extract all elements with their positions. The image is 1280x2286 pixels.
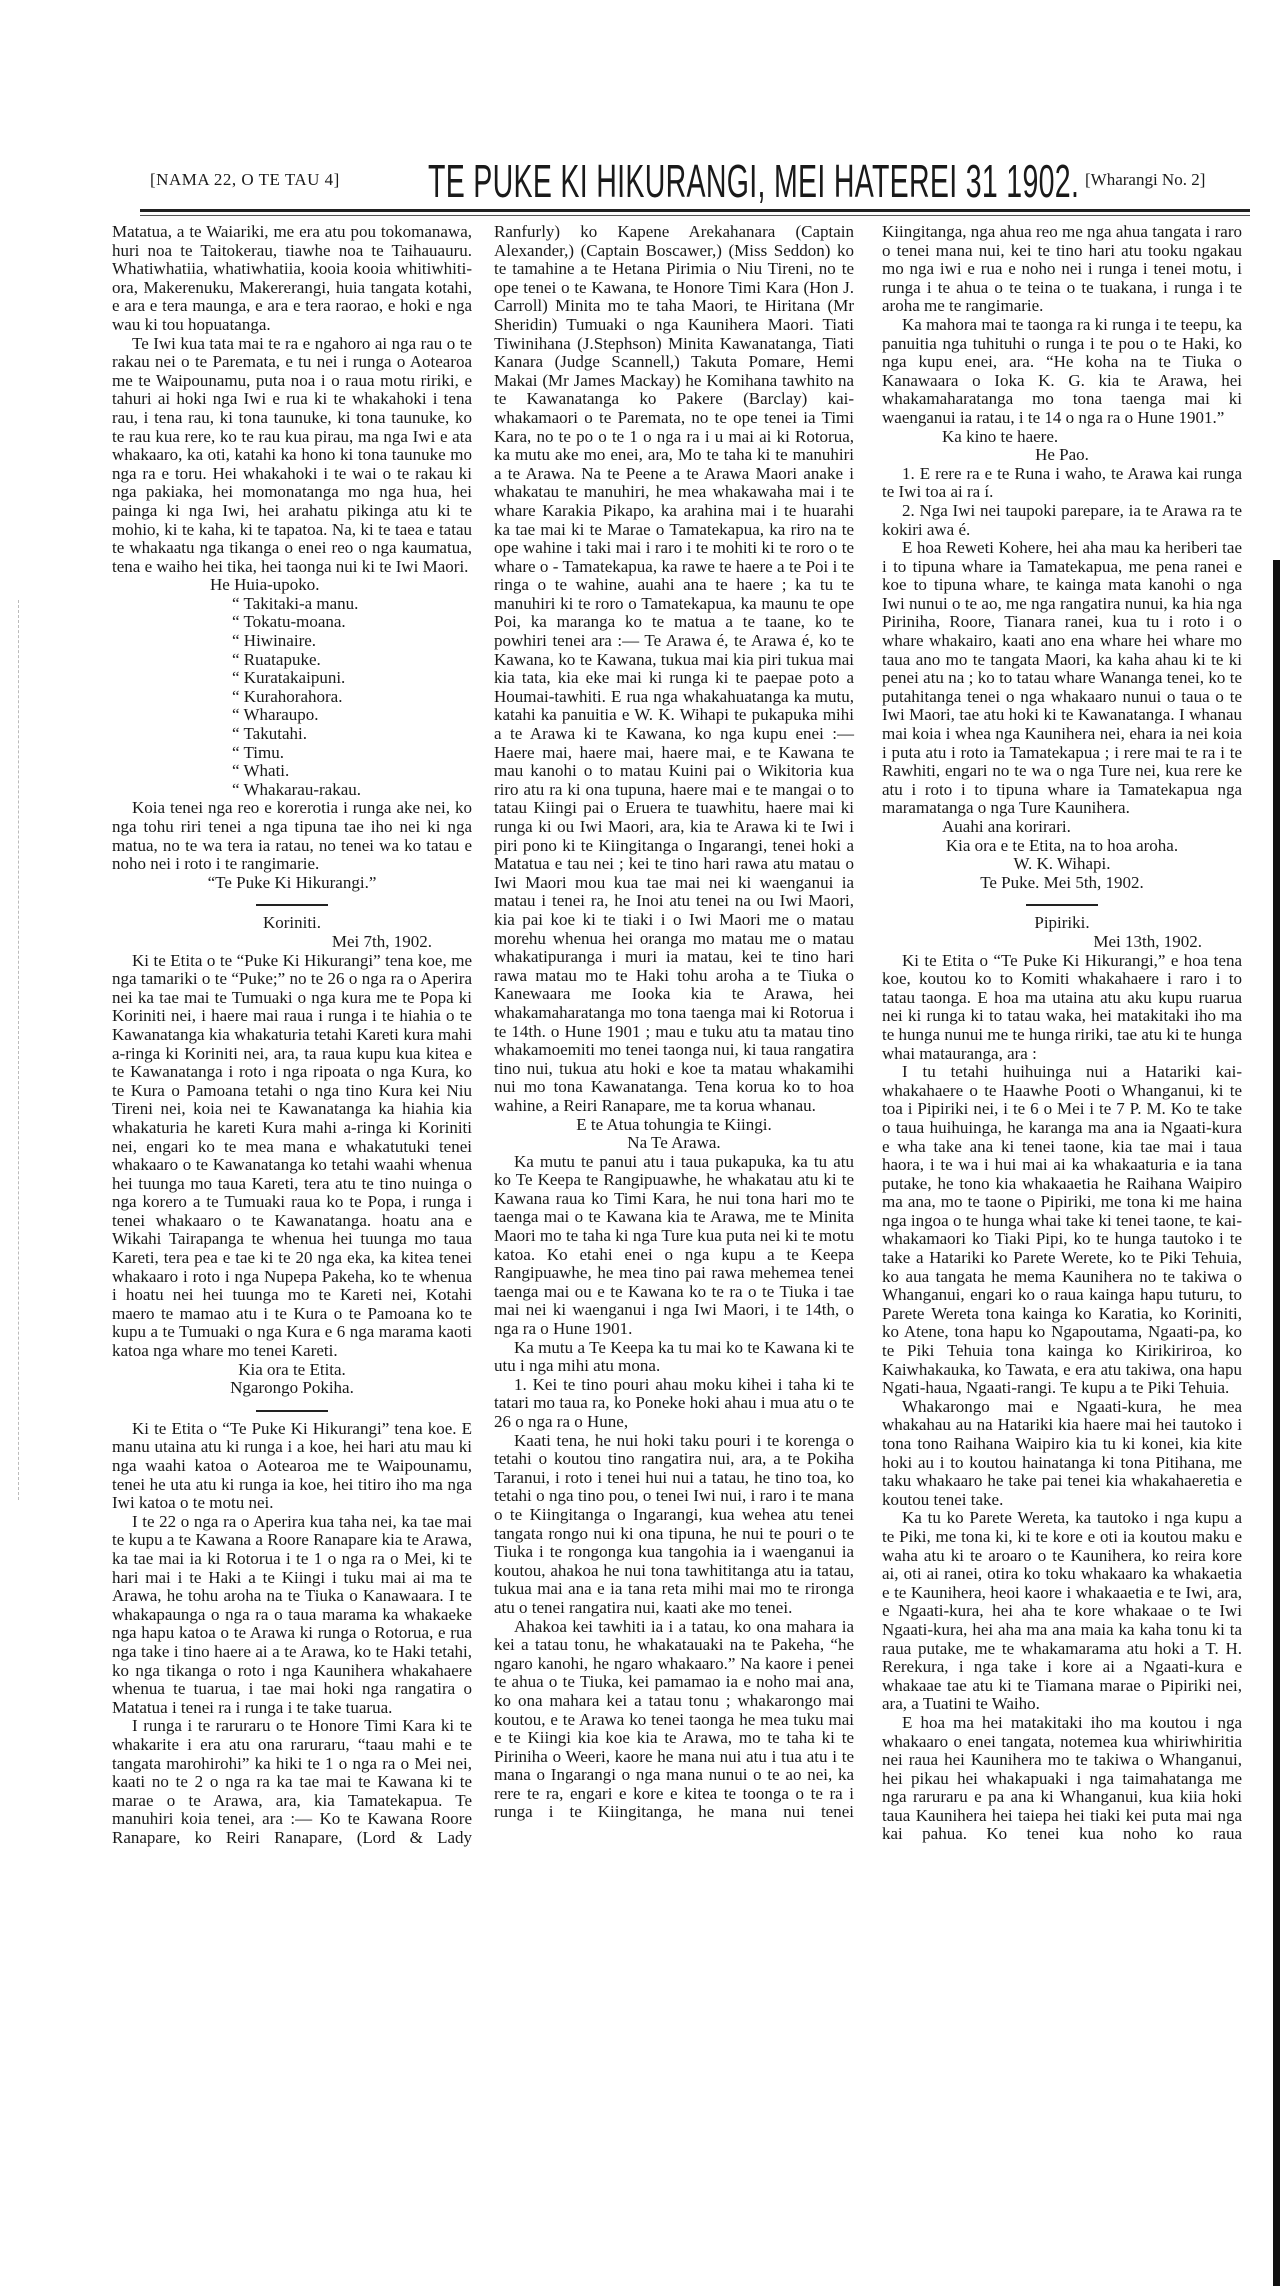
centered-heading: Koriniti. — [262, 913, 322, 933]
article-paragraph: Kaati tena, he nui hoki taku pouri i te korenga o tetahi o koutou tino rangatira nui, ara, a te Pokiha Taranui, i roto i tenei hui nui a tatau, he tino toa, ko tetahi o nga tino pou, o tenei Iwi nui, i raro i te mana o te Kiingitanga o Ingarangi, kua wehea atu tenei tangata rongo nui ki ona tipuna, he nui te pouri o te Tiuka i te rongonga kua tangohia ia i waenganui ia koutou, ahakoa he nui tona tawhititanga atu ia tatau, tukua mai ana e ia tana reta mihi mai mo te rironga atu o tenei rangatira nui, kaati ake mo tenei. — [494, 1430, 854, 1617]
article-paragraph: Ka mahora mai te taonga ra ki runga i te teepu, ka panuitia nga tuhituhi o runga i te pou o te Haki, ko nga kupu enei, ara. “He koha na te Tiuka o Kanawaara o Ioka K. G. kia te Arawa, hei whakamaharatanga mo tona taenga mai ki waenganui ia ratau, i te 14 o nga ra o Hune 1901.” — [882, 314, 1242, 427]
article-paragraph: E hoa ma hei matakitaki iho ma koutou i nga whakaaro o enei tangata, notemea kua whiriwhiritia nei raua hei Kaunihera mo te takiwa o Whanganui, hei pikau hei whakapuaki i nga taimahatanga me nga raruraru e pa ana ki Whanganui, kua kiia hoki taua Kaunihera hei taiepa hei tiaki kei puta mai nga kai pahua. Ko tenei kua noho ko raua — [882, 1712, 1242, 1844]
article-paragraph: Ka mutu a Te Keepa ka tu mai ko te Kawana ki te utu i nga mihi atu mona. — [494, 1337, 854, 1376]
section-divider — [1026, 904, 1098, 906]
list-item: “ Kurahorahora. — [232, 686, 343, 706]
article-paragraph: Ki te Etita o “Te Puke Ki Hikurangi” tena koe. E manu utaina atu ki runga i a koe, hei hari atu mau ki nga waahi katoa o Aotearoa me te Waipounamu, tenei he uta atu ki runga ia koe, hei titiro iho ma nga Iwi katoa o te motu nei. — [112, 1418, 472, 1513]
article-paragraph: Ka tu ko Parete Wereta, ka tautoko i nga kupu a te Piki, me tona ki, ki te kore e oti ia koutou maku e waha atu ki te aroaro o te Kaunihera, ko reira kore ai, oti ai ranei, otira ko toku whakaaro ka whakaetia e te Kaunihera, heoi kaore i whakaaetia e te Iwi, ara, e Ngaati-kura, hei aha te kore whakaae o te Iwi Ngaati-kura, hei aha ma ana maia ka kaha tonu ki ta raua putake, me te whakamarama atu hoki a T. H. Rerekura, i nga take i kore ai a Ngaati-kura e whakaae tae atu ki te Tiamana marae o Pipiriki nei, ara, a Tuatini te Waiho. — [882, 1508, 1242, 1714]
article-paragraph: Kiingitanga, nga ahua reo me nga ahua tangata i raro o tenei mana nui, kei te tino hari atu tooku ngakau mo nga iwi e rua e noho nei i runga i tenei motu, i runga i te ahua o te teina o te tuakana, i runga i te aroha me te rangimarie. — [882, 222, 1242, 316]
masthead-rule — [140, 209, 1250, 212]
article-paragraph: Koia tenei nga reo e korerotia i runga ake nei, ko nga tohu riri tenei a nga tipuna tae iho nei ki nga matua, no te wa tera ia ratau, no tenei wa ko tatau e noho nei i roto i te rangimarie. — [112, 798, 472, 874]
list-item: “ Timu. — [232, 742, 284, 762]
centered-heading: Kia ora e te Etita, na to hoa aroha. — [945, 835, 1179, 855]
article-paragraph: Ki te Etita o te “Puke Ki Hikurangi” tena koe, me nga tamariki o te “Puke;” no te 26 o nga ra o Aperira nei ka tae mai te Tumuaki o nga kura me te Popa ki Koriniti nei, i haere mai raua i runga i te hiahia o te Kawanatanga kia whakaturia tetahi Kareti kura mahi a-ringa ki Koriniti nei, ara, ta raua kupu kua kitea e te Kawanatanga i roto i nga ripoata o nga Kura, ko te Kura o Pamoana tetahi o nga tino Kura kei Niu Tireni nei, koia nei te Kawanatanga ka hiahia kia whakaturia he kareti Kura mahi a-ringa ki Koriniti nei, engari ko te mea mana e whakatutuki tenei whakaaro o te Kawanatanga ko tetahi waahi whenua hei tuunga mo taua Kareti, tera atu te tino nuinga o nga korero a te Tumuaki raua ko te Popa, i runga i tenei whakaaro o te Kawanatanga. hoatu ana e Wikahi Tairapanga te whenua hei tuunga mo taua Kareti, tera pea e tae ki te 20 nga eka, ka kitea tenei whakaaro i roto i nga Nupepa Pakeha, ko te whenua i hoatu nei hei tuunga mo te Kareti nei, Kotahi maero te mamao atu i te Kura o te Pamoana ko te kupu a te Tumuaki o nga Kura e 6 nga marama kaoti katoa nga whare mo tenei Kareti. — [112, 950, 472, 1361]
article-paragraph: Whakarongo mai e Ngaati-kura, he mea whakahau au na Hatariki kia haere mai hei tautoko i tona tono Raihana Waipiro kia tu ki konei, kia kite hoki au i to koutou hainatanga ki tona Pitihana, me taku whakaaro he take pai tenei kia whakahaeretia e koutou tenei take. — [882, 1396, 1242, 1509]
article-paragraph: 2. Nga Iwi nei taupoki parepare, ia te Arawa ra te kokiri awa é. — [882, 500, 1242, 539]
list-item: “ Ruatapuke. — [232, 649, 321, 669]
page-number: [Wharangi No. 2] — [1085, 170, 1206, 189]
binding-margin — [18, 600, 20, 1500]
newspaper-title: TE PUKE KI HIKURANGI, MEI HATEREI 31 1902. — [428, 155, 1080, 207]
list-item: “ Whakarau-rakau. — [232, 779, 361, 799]
article-paragraph: 1. Kei te tino pouri ahau moku kihei i taha ki te tatari mo taua ra, ko Poneke hoki ahau i mua atu o te 26 o nga ra o Hune, — [494, 1374, 854, 1431]
article-paragraph: I runga i te raruraru o te Honore Timi Kara ki te whakarite i era atu ona raruraru, “taau mahi e te tangata marohirohi” ka hiki te 1 o nga ra o Mei nei, kaati no te 2 o nga ra ka tae mai te Kawana ki te marae o te Arawa, ara, kia Tamatekapua. Te manuhiri koia tenei, ara :— Ko te Kawana Roore Ranapare, ko Reiri Ranapare, (Lord & Lady — [112, 1716, 472, 1847]
dateline: Mei 7th, 1902. — [331, 931, 432, 951]
centered-heading: Te Puke. Mei 5th, 1902. — [980, 872, 1144, 892]
column-3 — [882, 223, 1242, 1844]
centered-heading: Kia ora te Etita. — [238, 1359, 346, 1379]
issue-number: [NAMA 22, O TE TAU 4] — [150, 170, 340, 189]
centered-heading: Pipiriki. — [1034, 913, 1090, 933]
column-2 — [494, 223, 854, 1822]
list-item: “ Hiwinaire. — [232, 631, 317, 651]
article-paragraph: Ki te Etita o “Te Puke Ki Hikurangi,” e hoa tena koe, koutou ko to Komiti whakahaere i raro i to tatau taonga. E hoa ma utaina atu aku kupu ruarua nei ki runga ki to tatau waka, hei matakitaki iho ma te hunga nunui me te hunga ririki, tae atu ki te hunga whai matauranga, ara : — [882, 950, 1242, 1063]
article-paragraph: Matatua, a te Waiariki, me era atu pou tokomanawa, huri noa te Taitokerau, tiawhe noa te Taihauauru. Whatiwhatiia, whatiwhatiia, kooia kooia whitiwhiti-ora, Makerenuku, Makererangi, huia tangata kotahi, e ara e tera maunga, e ara e tera raorao, e hoki e nga wau ki tou hopuatanga. — [112, 222, 472, 334]
dateline: Mei 13th, 1902. — [1093, 931, 1202, 951]
article-paragraph: I te 22 o nga ra o Aperira kua taha nei, ka tae mai te kupu a te Kawana a Roore Ranapare kia te Arawa, ka tae mai ia ki Rotorua i te 1 o nga ra o Mei, ki te hari mai i te Haki a te Kiingi i tuku mai ai ma te Arawa, he tohu aroha na te Tiuka o Kanawaara. I te whakapaunga o nga ra o taua marama ka whakaeke nga hapu katoa o te Arawa ki runga o Rotorua, e rua nga take i tino haere ai a te Arawa, ko te Haki tetahi, ko nga tikanga o roto i nga Kaunihera whakahaere whenua te tuarua, i tae mai hoki nga rangatira o Matatua i tenei ra i runga i te take tuarua. — [112, 1511, 472, 1717]
list-item: “ Tokatu-moana. — [232, 612, 346, 632]
article-paragraph: Te Iwi kua tata mai te ra e ngahoro ai nga rau o te rakau nei o te Paremata, e tu nei i runga o Aotearoa me te Waipounamu, puta noa i o raua motu ririki, e tahuri ai hoki nga Iwi e rua ki te whakahoki i tena rau, i tena rau, ki tona taunuke, ki tona taunuke, ko te rau kua rere, ko te rau kua pirau, ma nga Iwi e ata whakaaro, ka oti, katahi ka hono ki tona taunuke mo nga ra e toru. Hei whakahoki i te wai o te rakau ki nga pakiaka, hei momonatanga mo nga hua, hei painga ki nga Iwi, hei arahatu pikinga atu ki te mohio, ki te kaha, ki te tapatoa. Na, ki te taea e tatau te whakaatu nga tikanga o enei reo o nga kaumatua, tena e waiho hei tika, hei taonga nui ki te Iwi Maori. — [112, 333, 472, 576]
article-paragraph: E hoa Reweti Kohere, hei aha mau ka heriberi tae i to tipuna whare ia Tamatekapua, me pena ranei e koe to tipuna whare, te kainga mata kanohi o nga Iwi nunui o te ao, me nga rangatira nunui, ka hia nga Piriniha, Roore, Tianara ranei, kua tu i roto i o whare whakairo, kaati ano ena whare hei whare mo taua ano mo te tangata Maori, ka kaha ahau ki te ki penei atu na ; ko to tatau whare Wananga tenei, ko te putahitanga tenei o nga whakaaro nunui o taua o te Iwi Maori, tae atu hoki ki te Kawanatanga. I whanau mai koia i whea nga Kaunihera nei, ehara ia nei koia i puta atu i roto ia Tamatekapua ; i rere mai te ra i te Rawhiti, engari no te wa o nga Ture nei, kua rere ke atu i roto i to tipuna whare ia Tamatekapua nga maramatanga o nga Ture Kaunihera. — [882, 538, 1242, 818]
section-divider — [256, 1410, 328, 1412]
article-paragraph: Ka mutu te panui atu i taua pukapuka, ka tu atu ko Te Keepa te Rangipuawhe, he whakatau atu ki te Kawana raua ko Timi Kara, he nui tona hari mo te taenga mai o te Kawana kia te Arawa, me te Minita Maori mo te taha ki nga Ture kua puta nei ki te motu katoa. Ko etahi enei o nga kupu a te Keepa Rangipuawhe, he mea tino pai rawa mehemea tenei taenga mai ou e te Kawana ko te ra o te Tiuka i tae mai nei ki waenganui i nga Iwi Maori, i te 14th, o nga ra o Hune 1901. — [494, 1151, 854, 1339]
list-item: He Huia-upoko. — [210, 575, 320, 595]
list-item: “ Kuratakaipuni. — [232, 668, 346, 688]
column-1 — [112, 223, 472, 1847]
masthead-rule-thin — [140, 215, 1250, 216]
list-item: “ Wharaupo. — [232, 705, 319, 725]
article-paragraph: Ahakoa kei tawhiti ia i a tatau, ko ona mahara ia kei a tatau tonu, he whakatauaki na te Pakeha, “he ngaro kanohi, he ngaro whakaaro.” Na kaore i penei te ahua o te Tiuka, kei pamamao ia e noho mai ana, ko ona mahara kei a tatau tonu ; whakarongo mai koutou, e te Arawa ko tenei taonga he mea tuku mai e te Kiingi kia koe kia te Arawa, mo te taha ki te Piriniha o Weeri, kaore he mana nui atu i tua atu i te mana o Ingarangi o nga mana nunui o te ao nei, ka rere te ra, engari e kore e kitea te toonga o te ra i runga i te Kiingitanga, he mana nui tenei — [494, 1616, 854, 1822]
scan-edge — [1273, 560, 1280, 2286]
article-paragraph: 1. E rere ra e te Runa i waho, te Arawa kai runga te Iwi toa ai ra í. — [882, 463, 1242, 502]
list-item: “ Takutahi. — [232, 724, 307, 744]
centered-heading: He Pao. — [1035, 445, 1089, 465]
list-item: “ Takitaki-a manu. — [232, 593, 359, 613]
section-divider — [256, 904, 328, 906]
centered-heading: Na Te Arawa. — [627, 1133, 721, 1153]
article-paragraph: I tu tetahi huihuinga nui a Hatariki kai-whakahaere o te Haawhe Pooti o Whanganui, ki te toa i Pipiriki nei, i te 6 o Mei i te 7 P. M. Ko te take o taua huihuinga, he karanga ma ana ia Ngaati-kura e wha take ana ki tenei taone, kia tae mai i taua haora, i te wa i hui mai ai ka whakaaturia e ia tana putake, he tono kia whakaaetia he Raihana Waipiro ma ana, mo te taone o Pipiriki, me tona ki me haina nga ingoa o te hunga whai take ki tenei taone, te kai-whakamaori ko Tiaki Pipi, ko te hunga tautoko i te take a Hatariki ko Parete Werete, ko te Piki Tehuia, ko aua tangata he mema Kaunihera no te takiwa o Whanganui, engari ko o raua kainga hapu tuturu, to Parete Wereta tona kainga ko Karatia, ko Koriniti, ko Atene, tona hapu ko Ngapoutama, Ngaati-pa, ko te Piki Tehuia tona kainga ko Kirikiriroa, ko Kaiwhakauka, ko Tawata, e era atu takiwa, ona hapu Ngati-haua, Ngaati-rangi. Te kupu a te Piki Tehuia. — [882, 1062, 1242, 1398]
centered-heading: W. K. Wihapi. — [1013, 854, 1111, 874]
signature-line: Auahi ana korirari. — [942, 817, 1071, 836]
centered-heading: Ngarongo Pokiha. — [230, 1378, 354, 1398]
signature-line: Ka kino te haere. — [942, 426, 1059, 446]
list-item: “ Whati. — [232, 761, 290, 781]
centered-heading: E te Atua tohungia te Kiingi. — [576, 1114, 772, 1134]
article-paragraph: Ranfurly) ko Kapene Arekahanara (Captain Alexander,) (Captain Boscawer,) (Miss Seddon) ko te tamahine a te Hetana Pirimia o Niu Tireni, no te ope tenei o te Kawana, te Honore Timi Kara (Hon J. Carroll) Minita mo te taha Maori, te Hiritana (Mr Sheridin) Tumuaki o nga Kaunihera Maori. Tiati Tiwinihana (J.Stephson) Minita Kawanatanga, Tiati Kanara (Judge Scannell,) Takuta Pomare, Hemi Makai (Mr James Mackay) he Komihana tawhito na te Kawanatanga ko Pakere (Barclay) kai-whakamaori o te Paremata, no te ope tenei ia Timi Kara, no te po o te 1 o nga ra i u mai ai ki Rotorua, ka mutu ake mo enei, ara, Mo te taha ki te manuhiri a te Arawa. Na te Peene a te Arawa Maori anake i whakatau te manuhiri, he mea whakawaha mai i te whare Karakia Pikapo, ka arahina mai i te huarahi ka tae mai ki te Marae o Tamatekapua, ka riro na te ope wahine i taki mai i raro i te mohiti ki te roro o te whare o - Tamatekapua, ka rawe te haere a te Poi i te ringa o te wahine, auahi ana te haere ; ka tu te manuhiri ki te roro o Tamatekapua, ka maunu te ope Poi, ka maranga ko te matua a te taane, ko te powhiri tenei ara :— Te Arawa é, te Arawa é, ko te Kawana, ko te Kawana, tukua mai kia piri tukua mai kia tata, kia eke mai ki runga ki te paepae poto a Houmai-tawhiti. E rua nga whakahuatanga ka mutu, katahi ka panuitia e W. K. Wihapi te pukapuka mihi a te Arawa ki te Kawana, ko nga kupu enei :— Haere mai, haere mai, haere mai, e te Kawana te mau kanohi o to matau Kuini pai o Wikitoria kua riro atu ra ki ona tupuna, haere mai e te mangai o to tatau Kiingi pai o Eruera te tuawhitu, haere mai ki runga ki ou Iwi Maori, ara, kia te Arawa ki te Iwi i piri pono ki te Kiingitanga o Ingarangi, tenei hoki a Matatua e tau nei ; kei te tino hari rawa atu matau o Iwi Maori mou kua tae mai nei ki waenganui ia matau i tenei ra, he Inoi atu tenei na ou Iwi Maori, kia pai koe ki te tiaki i o Iwi Maori me o matau morehu whenua hei oranga mo matau me o matau whakatipuranga i muri ia matau, kei te tino hari rawa matau mo te Haki tohu aroha a te Tiuka o Kanewaara me Iooka kia te Arawa, hei whakamaharatanga mo tona taenga mai ki Rotorua i te 14th. o Hune 1901 ; mau e tuku atu ta matau tino whakamoemiti mo tenei taonga nui, ki taua rangatira tino nui, tukua atu hoki e koe ta matau whakamihi nui mo tona Kawanatanga. Tena korua ko to hoa wahine, a Reiri Ranapare, me ta korua whanau. — [494, 222, 854, 1115]
centered-heading: “Te Puke Ki Hikurangi.” — [207, 872, 377, 892]
